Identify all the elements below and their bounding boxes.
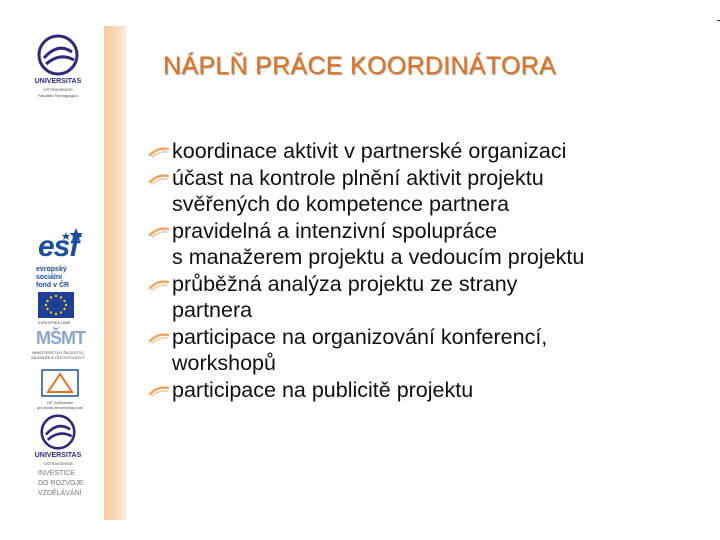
esf-line2: sociální — [36, 274, 63, 281]
bullet-list — [148, 138, 708, 403]
investice-line1: INVESTICE — [38, 470, 75, 477]
bullet-swoosh-icon — [148, 173, 170, 185]
university-logo-top — [28, 34, 88, 114]
op-frame-icon — [40, 368, 80, 398]
msmt-logo — [18, 328, 98, 362]
esf-logo — [36, 226, 92, 290]
bullet-swoosh-icon — [148, 279, 170, 291]
bullet-text-line: participace na organizování konferencí, — [172, 324, 548, 349]
eu-flag-icon — [38, 292, 74, 318]
bullet-text-line: koordinace aktivit v partnerské organizaci — [172, 139, 567, 163]
bullet-item — [148, 271, 708, 324]
msmt-label2: MLÁDEŽE A TĚLOVÝCHOVY — [31, 355, 85, 360]
slide-title: NÁPLŇ PRÁCE KOORDINÁTORA — [163, 52, 556, 80]
bullet-swoosh-icon — [148, 226, 170, 238]
msmt-wordmark: MŠMT — [36, 328, 85, 348]
bullet-text-line: svěřených do kompetence partnera — [172, 192, 510, 216]
bullet-item — [148, 218, 708, 271]
investice-line3: VZDĚLÁVÁNÍ — [38, 490, 82, 497]
bullet-text-line: partnera — [172, 298, 253, 322]
esf-line1: evropský — [36, 266, 67, 273]
bullet-text-line: průběžná analýza projektu ze strany — [172, 271, 518, 296]
bullet-swoosh-icon — [148, 146, 170, 158]
sidebar-logos — [0, 0, 102, 540]
university-sub1: OSTRAVIENSIS — [43, 461, 73, 466]
university-sub2: Facultas Paedagogica — [38, 93, 78, 98]
bullet-swoosh-icon — [148, 385, 170, 397]
accent-bar — [104, 26, 126, 520]
op-label2: pro konkurenceschopnost — [37, 405, 83, 410]
esf-wordmark: esf — [38, 230, 79, 263]
bullet-text-line: s manažerem projektu a vedoucím projektu — [172, 245, 585, 269]
university-sub1: OSTRAVIENSIS — [43, 87, 73, 92]
bullet-text-line: participace na publicitě projektu — [172, 377, 474, 402]
bullet-item — [148, 377, 708, 404]
investice-line2: DO ROZVOJE — [38, 480, 84, 487]
university-logo-bottom — [28, 414, 88, 466]
bullet-item — [148, 324, 708, 377]
op-logo — [22, 368, 98, 414]
eu-label: EVROPSKÁ UNIE — [38, 320, 71, 325]
university-emblem-icon — [36, 414, 80, 450]
msmt-label1: MINISTERSTVO ŠKOLSTVÍ, — [32, 350, 84, 355]
op-label1: OP Vzdělávání — [46, 400, 74, 405]
esf-line3: fond v ČR — [36, 282, 70, 289]
bullet-text-line: účast na kontrole plnění aktivit projektu — [172, 165, 544, 190]
university-emblem-icon — [34, 34, 82, 76]
university-name: UNIVERSITAS — [34, 78, 82, 85]
bullet-text-line: workshopů — [172, 351, 276, 375]
bullet-item — [148, 165, 708, 218]
eu-logo — [38, 292, 86, 328]
bullet-swoosh-icon — [148, 332, 170, 344]
university-name: UNIVERSITAS — [34, 452, 82, 459]
bullet-item — [148, 138, 708, 165]
investice-logo — [38, 470, 98, 510]
bullet-text-line: pravidelná a intenzivní spolupráce — [172, 218, 498, 243]
